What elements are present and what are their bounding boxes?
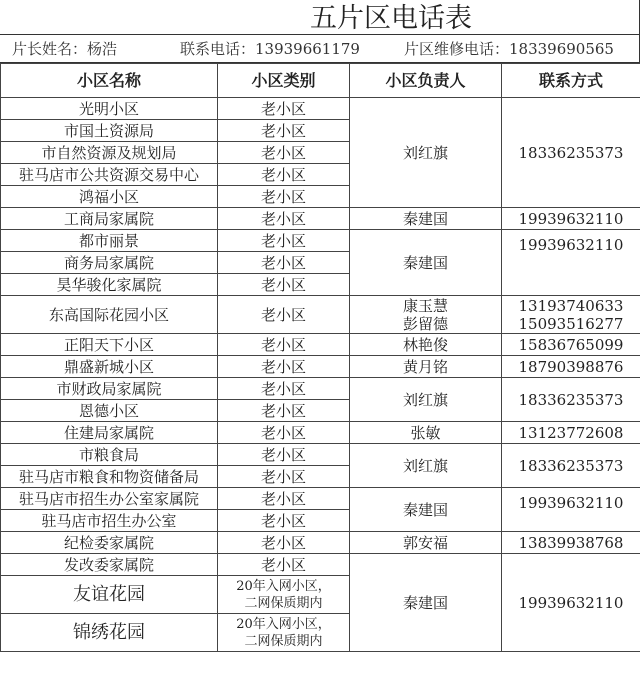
community-type: 老小区	[218, 532, 350, 554]
person-in-charge: 刘红旗	[350, 378, 502, 422]
contact-phone: 19939632110	[502, 488, 640, 532]
contact-phone: 13193740633 15093516277	[502, 296, 640, 334]
table-row	[1, 356, 640, 378]
community-name: 恩德小区	[1, 400, 218, 422]
community-name: 纪检委家属院	[1, 532, 218, 554]
table-row	[1, 488, 640, 510]
person-in-charge: 黄月铭	[350, 356, 502, 378]
contact-phone: 18336235373	[502, 98, 640, 208]
repair-phone: 片区维修电话：18339690565	[404, 40, 614, 58]
person-in-charge: 康玉慧 彭留德	[350, 296, 502, 334]
header-type: 小区类别	[218, 64, 350, 98]
community-name: 昊华骏化家属院	[1, 274, 218, 296]
header-person: 小区负责人	[350, 64, 502, 98]
table-header-row	[1, 64, 640, 98]
contact-phone: 18336235373	[502, 444, 640, 488]
community-type: 20年入网小区， 二网保质期内	[218, 614, 350, 652]
table-row	[1, 334, 640, 356]
table-row	[1, 296, 640, 334]
community-type: 老小区	[218, 444, 350, 466]
community-name: 东高国际花园小区	[1, 296, 218, 334]
table-row	[1, 422, 640, 444]
community-name: 鼎盛新城小区	[1, 356, 218, 378]
person-in-charge: 秦建国	[350, 208, 502, 230]
table-row	[1, 98, 640, 120]
info-line	[0, 35, 640, 63]
community-type: 老小区	[218, 230, 350, 252]
community-name: 驻马店市招生办公室家属院	[1, 488, 218, 510]
contact-phone: 15836765099	[502, 334, 640, 356]
community-name: 光明小区	[1, 98, 218, 120]
person-in-charge: 秦建国	[350, 488, 502, 532]
community-type: 老小区	[218, 334, 350, 356]
community-name: 锦绣花园	[1, 614, 218, 652]
header-name: 小区名称	[1, 64, 218, 98]
community-type: 老小区	[218, 142, 350, 164]
leader-name: 片长姓名：杨浩	[12, 40, 118, 58]
person-in-charge: 林艳俊	[350, 334, 502, 356]
community-name: 市粮食局	[1, 444, 218, 466]
community-name: 商务局家属院	[1, 252, 218, 274]
community-name: 友谊花园	[1, 576, 218, 614]
phone-table	[0, 63, 640, 652]
community-name: 市自然资源及规划局	[1, 142, 218, 164]
person-in-charge: 刘红旗	[350, 98, 502, 208]
contact-phone: 19939632110	[502, 208, 640, 230]
contact-phone: 18336235373	[502, 378, 640, 422]
community-name: 鸿福小区	[1, 186, 218, 208]
community-type: 老小区	[218, 164, 350, 186]
table-row	[1, 378, 640, 400]
community-type: 老小区	[218, 400, 350, 422]
community-type: 老小区	[218, 488, 350, 510]
community-type: 老小区	[218, 252, 350, 274]
community-type: 老小区	[218, 422, 350, 444]
community-name: 发改委家属院	[1, 554, 218, 576]
community-name: 驻马店市公共资源交易中心	[1, 164, 218, 186]
table-row	[1, 554, 640, 576]
table-row	[1, 208, 640, 230]
table-row	[1, 230, 640, 252]
contact-phone: 19939632110	[502, 554, 640, 652]
header-contact: 联系方式	[502, 64, 640, 98]
community-name: 住建局家属院	[1, 422, 218, 444]
person-in-charge: 张敏	[350, 422, 502, 444]
person-in-charge: 郭安福	[350, 532, 502, 554]
community-name: 正阳天下小区	[1, 334, 218, 356]
community-type: 老小区	[218, 186, 350, 208]
community-type: 老小区	[218, 510, 350, 532]
community-type: 老小区	[218, 466, 350, 488]
contact-phone: 13123772608	[502, 422, 640, 444]
community-name: 市财政局家属院	[1, 378, 218, 400]
table-row	[1, 532, 640, 554]
community-type: 老小区	[218, 554, 350, 576]
person-in-charge: 刘红旗	[350, 444, 502, 488]
community-type: 老小区	[218, 208, 350, 230]
community-type: 老小区	[218, 120, 350, 142]
contact-phone: 19939632110	[502, 230, 640, 296]
contact-phone: 18790398876	[502, 356, 640, 378]
community-name: 市国土资源局	[1, 120, 218, 142]
community-name: 都市丽景	[1, 230, 218, 252]
community-type: 老小区	[218, 98, 350, 120]
person-in-charge: 秦建国	[350, 230, 502, 296]
community-name: 驻马店市招生办公室	[1, 510, 218, 532]
person-in-charge: 秦建国	[350, 554, 502, 652]
community-type: 老小区	[218, 378, 350, 400]
community-type: 老小区	[218, 356, 350, 378]
community-name: 驻马店市粮食和物资储备局	[1, 466, 218, 488]
community-type: 老小区	[218, 296, 350, 334]
page-title: 五片区电话表	[0, 0, 640, 35]
leader-phone: 联系电话：13939661179	[180, 40, 360, 58]
contact-phone: 13839938768	[502, 532, 640, 554]
community-type: 20年入网小区， 二网保质期内	[218, 576, 350, 614]
table-row	[1, 444, 640, 466]
community-name: 工商局家属院	[1, 208, 218, 230]
community-type: 老小区	[218, 274, 350, 296]
